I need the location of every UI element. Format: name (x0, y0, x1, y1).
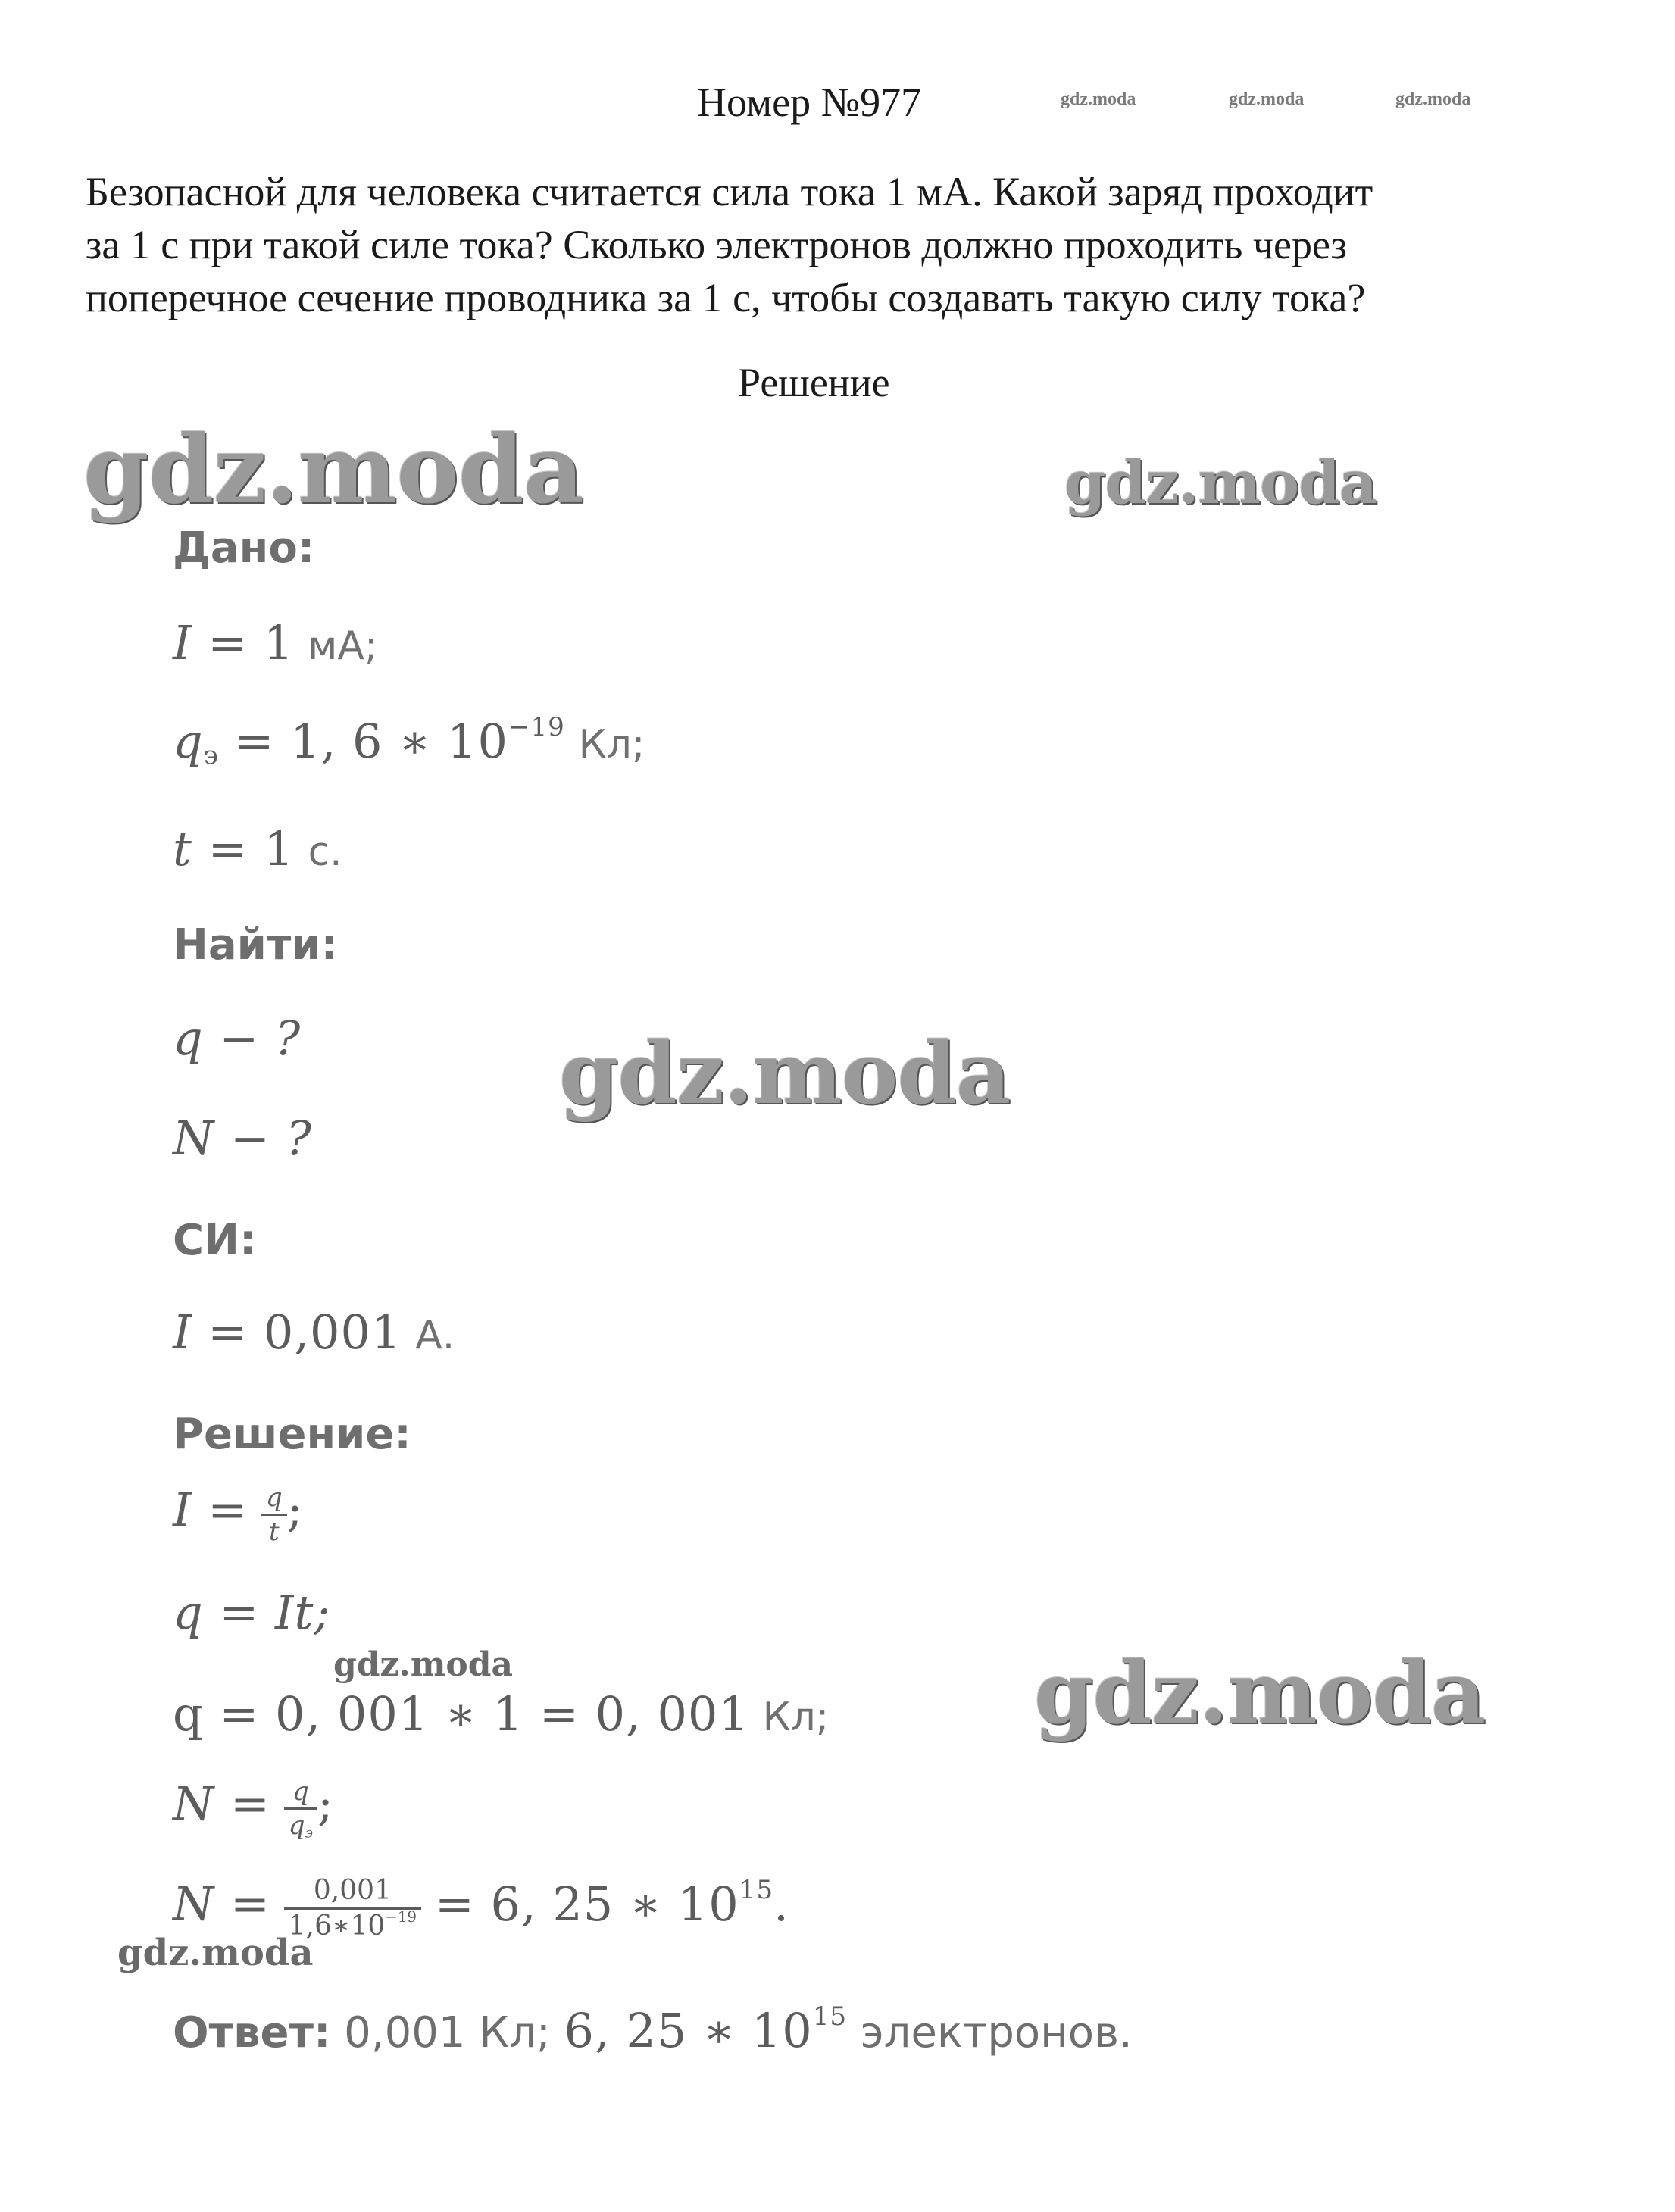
problem-line: Безопасной для человека считается сила тока 1 мА. Какой заряд проходит (86, 169, 1373, 214)
watermark-small: gdz.moda (1229, 89, 1305, 109)
find-item: N − ? (173, 1111, 312, 1166)
watermark-small: gdz.moda (1061, 89, 1136, 109)
problem-line: поперечное сечение проводника за 1 с, чтобы создавать такую силу тока? (86, 275, 1366, 320)
problem-line: за 1 с при такой силе тока? Сколько электронов должно проходить через (86, 222, 1347, 267)
watermark: gdz.moda (1034, 1644, 1486, 1743)
watermark-small: gdz.moda (1395, 89, 1471, 109)
watermark: gdz.moda (83, 415, 583, 525)
si-current: I = 0,001 А. (173, 1304, 455, 1360)
formula-charge: q = It; (173, 1585, 331, 1640)
fraction: $\frac{0,001}{1,6∗10^{-19}}$ (284, 1877, 421, 1940)
given-time: t = 1 с. (173, 821, 342, 876)
solution-heading: Решение (738, 360, 890, 405)
formula-current: I = $\frac{q}{t}$ ; (173, 1482, 304, 1547)
si-label: СИ: (173, 1216, 257, 1265)
solution-label: Решение: (173, 1410, 411, 1459)
fraction: $\frac{q}{t}$ (261, 1485, 287, 1545)
given-electron-charge: $q_э = 1$, 6 ∗ $10^{-19}$ Кл; (173, 712, 645, 771)
fraction: $\frac{q}{q_э}$ (284, 1779, 317, 1839)
find-item: q − ? (173, 1011, 302, 1066)
answer: Ответ: 0,001 Кл; 6, 25 ∗ $10^{15}$ электронов. (173, 2001, 1133, 2058)
formula-electrons: N = $\frac{q}{q_э}$ ; (173, 1776, 334, 1842)
page-title: Номер №977 (697, 80, 922, 125)
watermark: gdz.moda (1064, 448, 1377, 517)
watermark: gdz.moda (559, 1024, 1011, 1123)
calc-charge: q = 0, 001 ∗ 1 = 0, 001 Кл; (173, 1686, 830, 1742)
calc-electrons: N = $\frac{0,001}{1,6∗10^{-19}}$ = 6, 25 ∗ $10^{15}$. (173, 1874, 789, 1942)
watermark-small: gdz.moda (117, 1932, 314, 1974)
given-label: Дано: (173, 523, 315, 573)
find-label: Найти: (173, 920, 338, 970)
watermark-small: gdz.moda (333, 1645, 514, 1684)
problem-statement (86, 165, 1563, 324)
given-current: I = 1 мА; (173, 615, 378, 670)
